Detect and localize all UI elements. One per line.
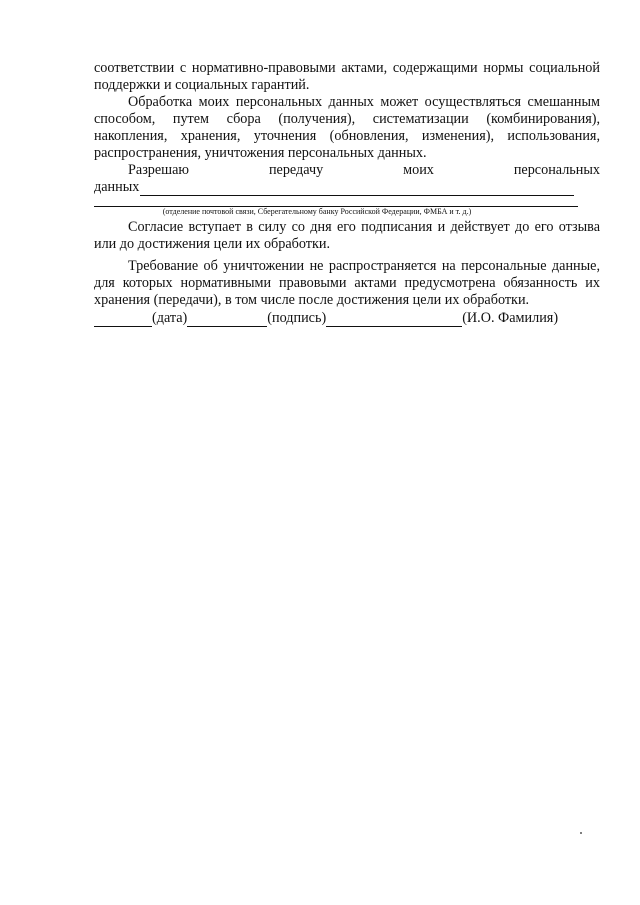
signature-row bbox=[94, 310, 600, 327]
document-page bbox=[94, 60, 600, 327]
paragraph-processing-methods: Обработка моих персональных данных может осуществляться смешанным способом, путем сбора (получения), систематизации (комбинирования), накопления, хранения, уточнения (обновления, изменения), использования, распространения, уничтожения персональных данных. bbox=[94, 94, 600, 161]
permit-transfer-line bbox=[94, 162, 600, 179]
date-blank[interactable] bbox=[94, 313, 152, 327]
permit-word-my: моих bbox=[403, 162, 434, 178]
permit-word-transfer: передачу bbox=[268, 162, 324, 178]
permit-word-personal: персональных bbox=[513, 162, 600, 178]
name-label: (И.О. Фамилия) bbox=[462, 310, 559, 326]
date-label: (дата) bbox=[152, 310, 188, 326]
paragraph-social-guarantees: соответствии с нормативно-правовыми актами, содержащими нормы социальной поддержки и социальных гарантий. bbox=[94, 60, 600, 93]
permit-word-allow: Разрешаю bbox=[128, 162, 190, 178]
paragraph-consent-validity: Согласие вступает в силу со дня его подписания и действует до его отзыва или до достижения цели их обработки. bbox=[94, 219, 600, 252]
scan-speck bbox=[580, 832, 582, 834]
signature-label: (подпись) bbox=[267, 310, 327, 326]
signature-blank[interactable] bbox=[187, 313, 267, 327]
permit-word-data: данных bbox=[94, 179, 140, 195]
recipient-field-row bbox=[94, 179, 600, 196]
paragraph-destruction-requirement: Требование об уничтожении не распространяется на персональные данные, для которых нормативными правовыми актами предусмотрена обязанность их хранения (передачи), в том числе после достижения цели их обработки. bbox=[94, 258, 600, 308]
recipient-blank-line[interactable] bbox=[140, 182, 574, 196]
recipient-caption: (отделение почтовой связи, Сберегательному банку Российской Федерации, ФМБА и т. д.) bbox=[162, 207, 472, 216]
recipient-blank-line-2[interactable] bbox=[94, 196, 578, 207]
name-blank[interactable] bbox=[326, 313, 462, 327]
